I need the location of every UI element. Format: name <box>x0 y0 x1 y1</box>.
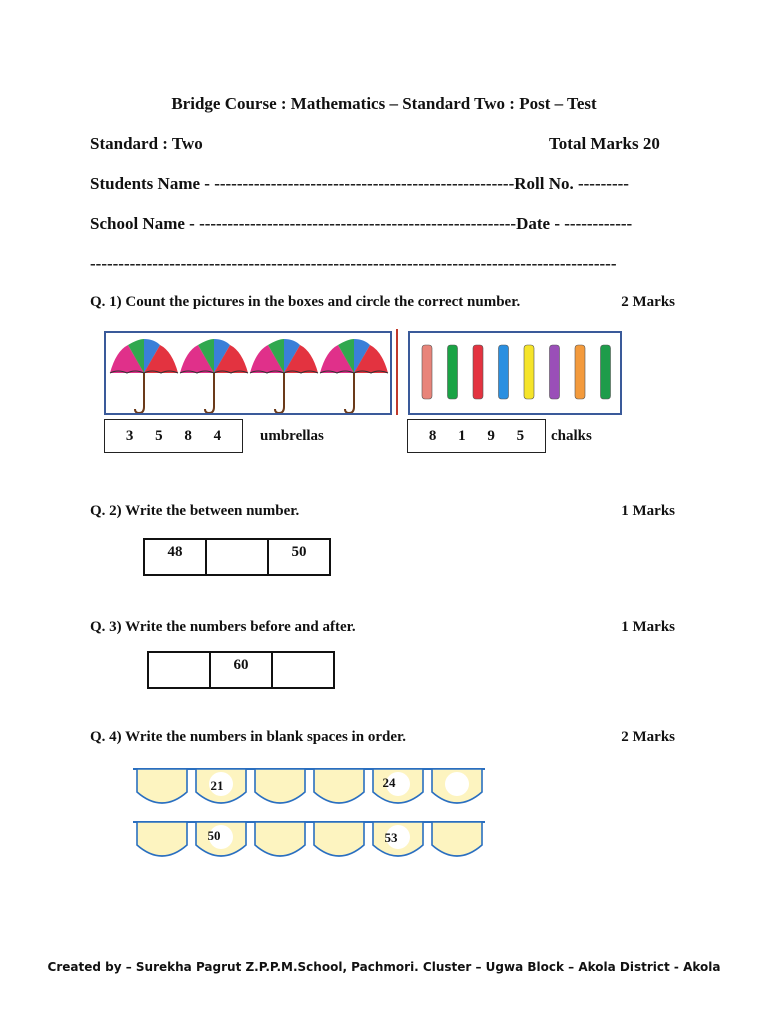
umbrella-option[interactable]: 5 <box>155 427 163 444</box>
bunting-flag[interactable] <box>255 822 305 856</box>
footer-credit: Created by – Surekha Pagrut Z.P.P.M.School, Pachmori. Cluster – Ugwa Block – Akola District - Akola <box>47 960 721 974</box>
bunting-flags <box>133 766 485 810</box>
q1-marks: 2 Marks <box>621 294 675 310</box>
bunting-number: 24 <box>382 775 396 790</box>
chalk-icons <box>410 333 620 413</box>
q1-separator <box>396 329 398 415</box>
bunting-flags <box>133 819 485 863</box>
student-name-line: Students Name - -----------------------------------------------------Roll No. --------- <box>90 174 629 193</box>
chalk-option[interactable]: 8 <box>428 427 437 444</box>
q1-text: Q. 1) Count the pictures in the boxes and circle the correct number. <box>90 294 521 310</box>
bunting-flag[interactable] <box>432 822 482 856</box>
q2-number-row <box>143 538 331 576</box>
q3-before-cell[interactable] <box>147 651 211 689</box>
umbrella-picture-box <box>104 331 392 415</box>
chalk-option[interactable]: 5 <box>516 427 525 444</box>
divider-line: --------------------------------------------------------------------------------------------- <box>90 254 617 273</box>
umbrella-icons <box>106 333 390 413</box>
chalk-icon <box>499 345 509 399</box>
q3-cell: 60 <box>209 651 273 689</box>
q2-text: Q. 2) Write the between number. <box>90 503 300 519</box>
q4-bunting-row-2 <box>133 819 485 863</box>
q3-after-cell[interactable] <box>271 651 335 689</box>
chalk-icon <box>575 345 585 399</box>
q2-cell: 50 <box>267 538 331 576</box>
umbrella-option[interactable]: 4 <box>213 427 222 444</box>
standard-label: Standard : Two <box>90 134 203 153</box>
bunting-flag[interactable] <box>255 769 305 803</box>
total-marks-label: Total Marks 20 <box>549 134 660 153</box>
bunting-number: 50 <box>207 828 221 843</box>
chalk-icon <box>550 345 560 399</box>
q4-text: Q. 4) Write the numbers in blank spaces in order. <box>90 729 407 745</box>
bunting-blank-circle <box>445 772 469 796</box>
chalk-icon <box>601 345 611 399</box>
chalk-icon <box>524 345 534 399</box>
bunting-number: 53 <box>384 830 398 845</box>
q2-cell: 48 <box>143 538 207 576</box>
chalk-picture-box <box>408 331 622 415</box>
chalk-options-box[interactable] <box>407 419 546 453</box>
q2-marks: 1 Marks <box>621 503 675 519</box>
umbrella-options-box[interactable] <box>104 419 243 453</box>
bunting-flag[interactable] <box>137 769 187 803</box>
chalk-label: chalks <box>551 428 592 444</box>
umbrella-option[interactable]: 3 <box>125 427 134 444</box>
q4-marks: 2 Marks <box>621 729 675 745</box>
q3-number-row <box>147 651 335 689</box>
chalk-option[interactable]: 9 <box>487 427 495 444</box>
chalk-icon <box>448 345 458 399</box>
q4-bunting-row-1 <box>133 766 485 810</box>
chalk-option[interactable]: 1 <box>458 427 466 444</box>
umbrella-option[interactable]: 8 <box>184 427 192 444</box>
q3-marks: 1 Marks <box>621 619 675 635</box>
chalk-icon <box>422 345 432 399</box>
q2-answer-cell[interactable] <box>205 538 269 576</box>
school-name-line: School Name - --------------------------------------------------------Date - ------------ <box>90 214 633 233</box>
umbrella-label: umbrellas <box>260 428 324 444</box>
page-title: Bridge Course : Mathematics – Standard Two : Post – Test <box>171 94 597 113</box>
bunting-flag[interactable] <box>137 822 187 856</box>
q3-text: Q. 3) Write the numbers before and after. <box>90 619 356 635</box>
bunting-flag[interactable] <box>314 822 364 856</box>
bunting-flag[interactable] <box>314 769 364 803</box>
chalk-icon <box>473 345 483 399</box>
bunting-number: 21 <box>210 778 224 793</box>
